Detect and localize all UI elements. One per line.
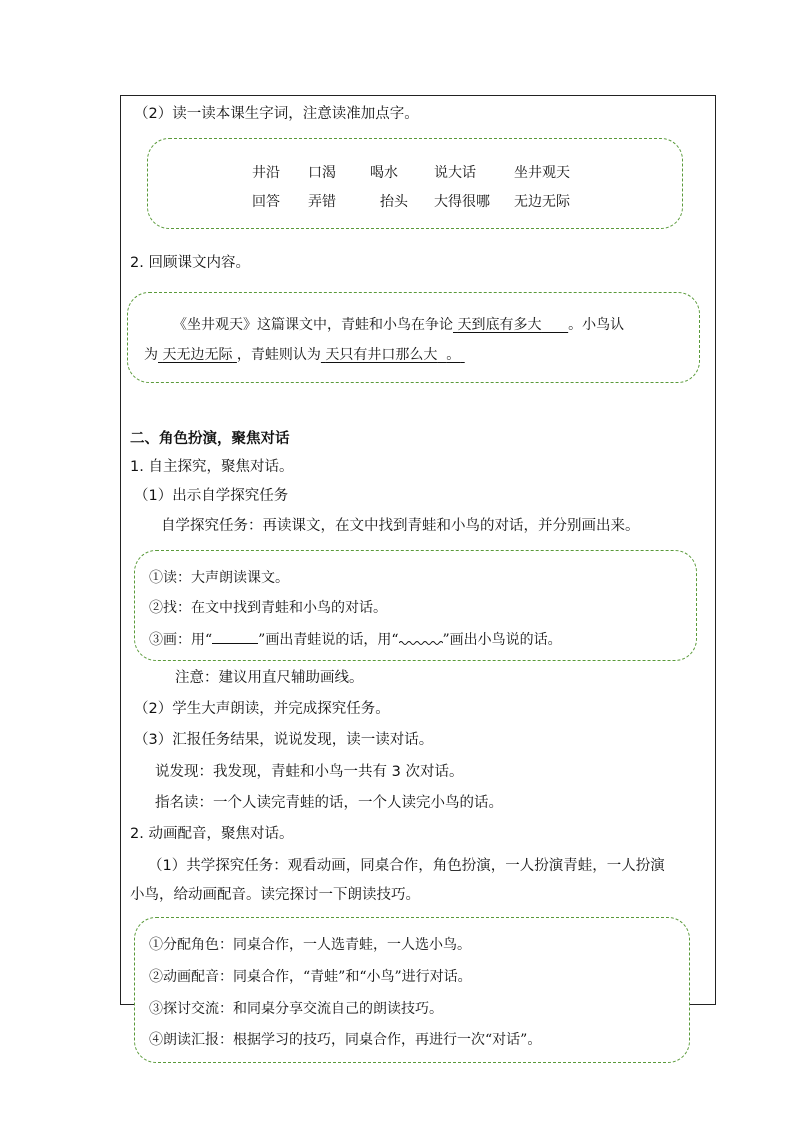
summary-text-2a: 为 — [144, 347, 158, 363]
word-1-1: 井沿 — [252, 165, 280, 181]
self-study-task: 自学探究任务：再读课文，在文中找到青蛙和小鸟的对话，并分别画出来。 — [161, 518, 640, 534]
vocabulary-box — [147, 138, 683, 229]
co-study-task-line-1: （1）共学探究任务：观看动画，同桌合作，角色扮演，一人扮演青蛙，一人扮演 — [148, 858, 665, 874]
step-dubbing: ②动画配音：同桌合作，“青蛙”和“小鸟”进行对话。 — [149, 969, 472, 985]
summary-answer-3: 天只有井口那么大 。 — [325, 347, 461, 363]
step-report: （3）汇报任务结果，说说发现，读一读对话。 — [134, 732, 434, 748]
word-1-2: 口渴 — [308, 165, 336, 181]
summary-text-2b: ，青蛙则认为 — [236, 347, 321, 363]
discovery: 说发现：我发现，青蛙和小鸟一共有 3 次对话。 — [155, 764, 464, 780]
table-top-border — [120, 95, 716, 96]
task-read: ①读：大声朗读课文。 — [149, 570, 289, 586]
step-show-task: （1）出示自学探究任务 — [134, 488, 289, 504]
step-self-explore: 1. 自主探究，聚焦对话。 — [130, 459, 294, 475]
step-assign-roles: ①分配角色：同桌合作，一人选青蛙，一人选小鸟。 — [149, 937, 471, 953]
step-read-aloud: （2）学生大声朗读，并完成探究任务。 — [134, 701, 390, 717]
heading-role-play: 二、角色扮演，聚焦对话 — [130, 431, 290, 447]
steps-box — [134, 917, 690, 1063]
word-1-4: 说大话 — [434, 165, 476, 181]
section-review-content: 2. 回顾课文内容。 — [130, 255, 250, 271]
note-ruler: 注意：建议用直尺辅助画线。 — [175, 670, 364, 686]
word-1-5: 坐井观天 — [514, 165, 570, 181]
wavy-line-mark — [399, 634, 443, 644]
word-1-3: 喝水 — [370, 165, 398, 181]
word-2-2: 弄错 — [308, 194, 336, 210]
summary-box — [127, 292, 700, 383]
summary-line-1 — [173, 315, 624, 335]
word-2-4: 大得很哪 — [434, 194, 490, 210]
task-box — [134, 550, 697, 661]
summary-answer-2: 天无边无际 — [162, 347, 233, 363]
summary-answer-1: 天到底有多大 — [457, 317, 542, 333]
step-report-reading: ④朗读汇报：根据学习的技巧，同桌合作，再进行一次“对话”。 — [149, 1032, 542, 1048]
task-find: ②找：在文中找到青蛙和小鸟的对话。 — [149, 600, 387, 616]
straight-line-mark — [212, 629, 258, 644]
word-2-1: 回答 — [252, 194, 280, 210]
task-draw: ③画：用“ ”画出青蛙说的话，用“ ”画出小鸟说的话。 — [149, 629, 562, 650]
co-study-task-line-2: 小鸟，给动画配音。读完探讨一下朗读技巧。 — [130, 887, 420, 903]
section-instruction-read-words: （2）读一读本课生字词，注意读准加点字。 — [134, 106, 419, 122]
step-animation-dub: 2. 动画配音，聚焦对话。 — [130, 826, 294, 842]
summary-text-1a: 《坐井观天》这篇课文中，青蛙和小鸟在争论 — [173, 317, 453, 333]
summary-line-2 — [144, 345, 465, 365]
word-2-3: 抬头 — [380, 194, 408, 210]
summary-text-1b: 。小鸟认 — [568, 317, 625, 333]
word-2-5: 无边无际 — [514, 194, 570, 210]
step-discuss: ③探讨交流：和同桌分享交流自己的朗读技巧。 — [149, 1001, 443, 1017]
named-reading: 指名读：一个人读完青蛙的话，一个人读完小鸟的话。 — [155, 795, 503, 811]
